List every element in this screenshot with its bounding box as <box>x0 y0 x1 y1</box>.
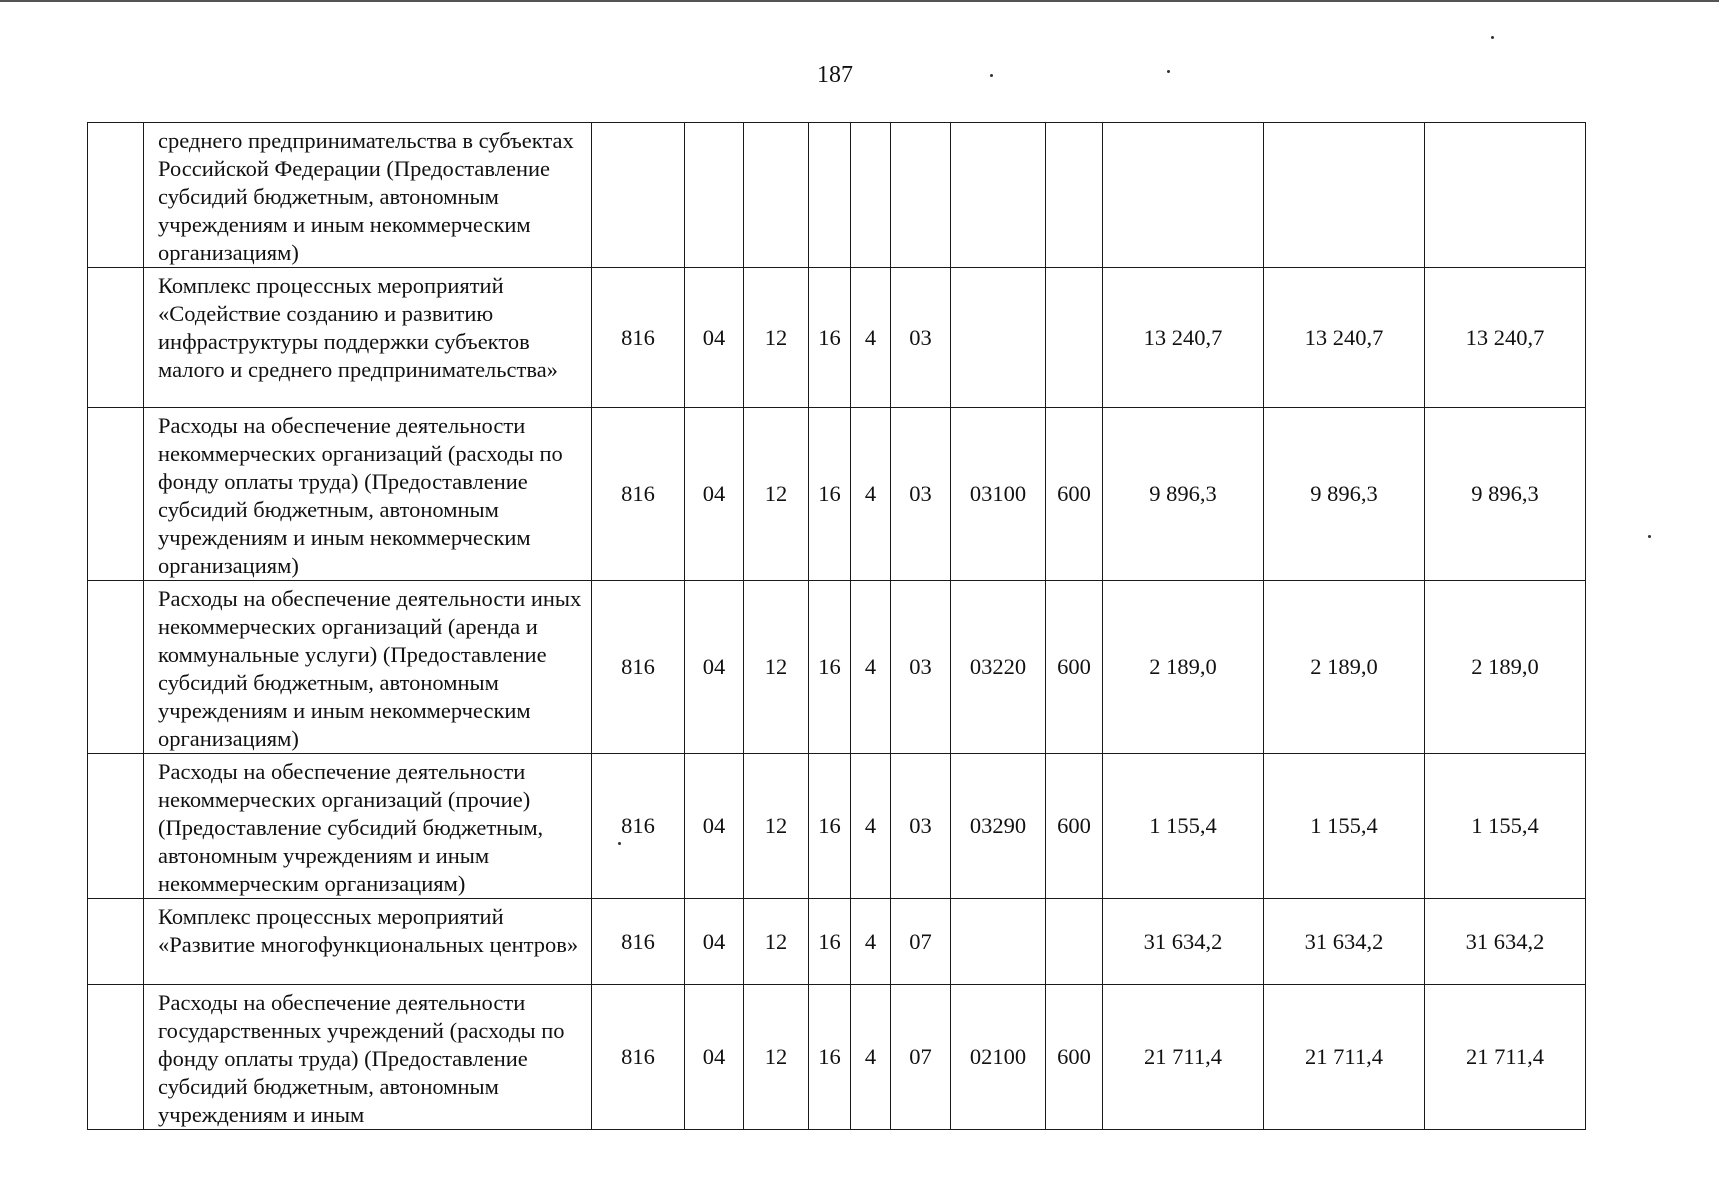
code-expense-type <box>1046 268 1103 408</box>
table-row <box>88 581 1586 754</box>
code-complex: 03 <box>891 408 951 581</box>
amount-year-1: 31 634,2 <box>1103 899 1264 985</box>
code-program: 16 <box>809 754 851 899</box>
amount-year-3: 13 240,7 <box>1425 268 1586 408</box>
code-program-type: 4 <box>851 268 891 408</box>
code-expense-type: 600 <box>1046 408 1103 581</box>
code-section: 04 <box>685 581 744 754</box>
amount-year-3: 9 896,3 <box>1425 408 1586 581</box>
code-complex: 03 <box>891 268 951 408</box>
row-marker-cell <box>88 899 144 985</box>
code-expense-type: 600 <box>1046 985 1103 1130</box>
table-row <box>88 985 1586 1130</box>
row-marker-cell <box>88 754 144 899</box>
amount-year-2: 2 189,0 <box>1264 581 1425 754</box>
code-program: 16 <box>809 408 851 581</box>
code-complex: 03 <box>891 581 951 754</box>
amount-year-1: 9 896,3 <box>1103 408 1264 581</box>
amount-year-2 <box>1264 123 1425 268</box>
code-subsection: 12 <box>744 985 809 1130</box>
code-ministry: 816 <box>592 581 685 754</box>
code-complex: 03 <box>891 754 951 899</box>
code-direction: 02100 <box>951 985 1046 1130</box>
code-expense-type: 600 <box>1046 581 1103 754</box>
code-subsection: 12 <box>744 408 809 581</box>
amount-year-2: 9 896,3 <box>1264 408 1425 581</box>
code-program-type: 4 <box>851 581 891 754</box>
scan-speck <box>1648 535 1651 538</box>
code-subsection: 12 <box>744 899 809 985</box>
code-section: 04 <box>685 754 744 899</box>
amount-year-2: 1 155,4 <box>1264 754 1425 899</box>
row-marker-cell <box>88 123 144 268</box>
code-ministry: 816 <box>592 985 685 1130</box>
code-complex: 07 <box>891 899 951 985</box>
code-direction: 03100 <box>951 408 1046 581</box>
amount-year-2: 21 711,4 <box>1264 985 1425 1130</box>
amount-year-1: 1 155,4 <box>1103 754 1264 899</box>
expense-name: Расходы на обеспечение деятельности иных некоммерческих организаций (аренда и коммунальные услуги) (Предоставление субсидий бюджетным, автономным учреждениям и иным некоммерческим организациям) <box>144 581 592 754</box>
code-program: 16 <box>809 581 851 754</box>
code-program-type: 4 <box>851 899 891 985</box>
table-row <box>88 754 1586 899</box>
scan-speck <box>990 74 993 77</box>
expense-name: Комплекс процессных мероприятий «Развитие многофункциональных центров» <box>144 899 592 985</box>
code-program: 16 <box>809 985 851 1130</box>
code-ministry <box>592 123 685 268</box>
code-direction: 03290 <box>951 754 1046 899</box>
code-complex <box>891 123 951 268</box>
code-section: 04 <box>685 408 744 581</box>
expense-name: среднего предпринимательства в субъектах Российской Федерации (Предоставление субсидий бюджетным, автономным учреждениям и иным некоммерческим организациям) <box>144 123 592 268</box>
amount-year-1: 13 240,7 <box>1103 268 1264 408</box>
code-expense-type <box>1046 123 1103 268</box>
code-expense-type: 600 <box>1046 754 1103 899</box>
row-marker-cell <box>88 268 144 408</box>
code-program: 16 <box>809 268 851 408</box>
amount-year-3: 2 189,0 <box>1425 581 1586 754</box>
scan-speck <box>1167 70 1170 73</box>
code-program-type: 4 <box>851 754 891 899</box>
code-subsection: 12 <box>744 581 809 754</box>
code-section: 04 <box>685 268 744 408</box>
code-direction <box>951 123 1046 268</box>
code-ministry: 816 <box>592 408 685 581</box>
expense-name: Расходы на обеспечение деятельности некоммерческих организаций (расходы по фонду оплаты труда) (Предоставление субсидий бюджетным, автономным учреждениям и иным некоммерческим организациям) <box>144 408 592 581</box>
amount-year-1: 21 711,4 <box>1103 985 1264 1130</box>
expense-name: Комплекс процессных мероприятий «Содействие созданию и развитию инфраструктуры поддержки субъектов малого и среднего предпринимательства» <box>144 268 592 408</box>
amount-year-3: 31 634,2 <box>1425 899 1586 985</box>
amount-year-1 <box>1103 123 1264 268</box>
scan-speck <box>618 842 621 845</box>
table-row <box>88 123 1586 268</box>
amount-year-2: 31 634,2 <box>1264 899 1425 985</box>
amount-year-1: 2 189,0 <box>1103 581 1264 754</box>
code-ministry: 816 <box>592 268 685 408</box>
code-subsection: 12 <box>744 268 809 408</box>
code-program-type: 4 <box>851 408 891 581</box>
code-program-type: 4 <box>851 985 891 1130</box>
code-subsection: 12 <box>744 754 809 899</box>
expense-name: Расходы на обеспечение деятельности некоммерческих организаций (прочие) (Предоставление субсидий бюджетным, автономным учреждениям и иным некоммерческим организациям) <box>144 754 592 899</box>
amount-year-3: 1 155,4 <box>1425 754 1586 899</box>
amount-year-3: 21 711,4 <box>1425 985 1586 1130</box>
scan-speck <box>1491 36 1494 39</box>
code-ministry: 816 <box>592 754 685 899</box>
table-row <box>88 268 1586 408</box>
code-direction <box>951 268 1046 408</box>
scan-edge-line <box>0 0 1719 2</box>
code-program-type <box>851 123 891 268</box>
row-marker-cell <box>88 408 144 581</box>
expense-name: Расходы на обеспечение деятельности государственных учреждений (расходы по фонду оплаты труда) (Предоставление субсидий бюджетным, автономным учреждениям и иным <box>144 985 592 1130</box>
code-section: 04 <box>685 985 744 1130</box>
table-row <box>88 899 1586 985</box>
code-section <box>685 123 744 268</box>
code-program <box>809 123 851 268</box>
code-expense-type <box>1046 899 1103 985</box>
code-subsection <box>744 123 809 268</box>
code-ministry: 816 <box>592 899 685 985</box>
row-marker-cell <box>88 581 144 754</box>
budget-table <box>87 122 1586 1130</box>
table-row <box>88 408 1586 581</box>
code-complex: 07 <box>891 985 951 1130</box>
row-marker-cell <box>88 985 144 1130</box>
code-direction <box>951 899 1046 985</box>
code-section: 04 <box>685 899 744 985</box>
code-direction: 03220 <box>951 581 1046 754</box>
amount-year-3 <box>1425 123 1586 268</box>
amount-year-2: 13 240,7 <box>1264 268 1425 408</box>
page-number: 187 <box>817 62 853 88</box>
code-program: 16 <box>809 899 851 985</box>
